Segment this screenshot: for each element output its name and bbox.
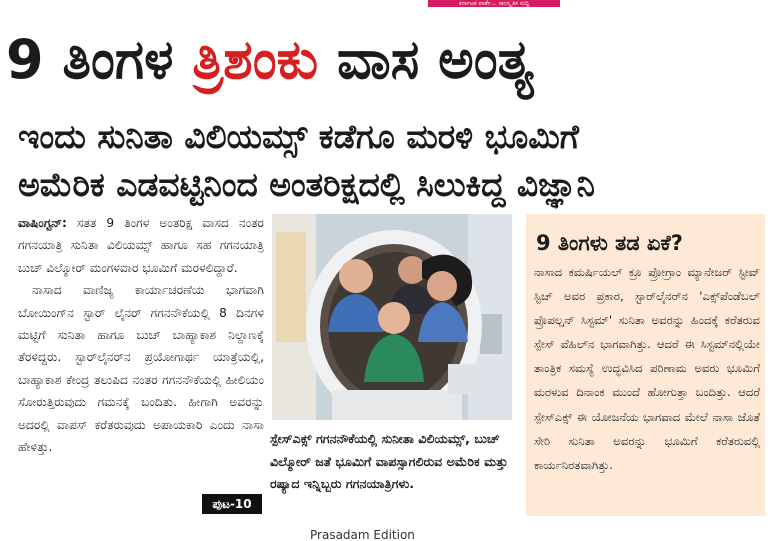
photo-caption: ಸ್ಪೇಸ್‌ಎಕ್ಸ್ ಗಗನನೌಕೆಯಲ್ಲಿ ಸುನೀತಾ ವಿಲಿಯಮ್ಸ್, ಬುಚ್ ವಿಲ್ಮೋರ್ ಜತೆ ಭೂಮಿಗೆ ವಾಪಸ್ಸಾಗಲಿರುವ ಅಮೆರಿಕ ಮತ್ತು ರಷ್ಯಾದ ಇನ್ನಿಬ್ಬರು ಗಗನಯಾತ್ರಿಗಳು. <box>270 431 508 492</box>
sidebar-body <box>534 260 760 514</box>
headline-highlight: ತ್ರಿಶಂಕು <box>192 28 319 91</box>
edition-footer: Prasadam Edition <box>310 528 415 541</box>
subheadline-line-1: ಇಂದು ಸುನಿತಾ ವಿಲಿಯಮ್ಸ್ ಕಡೆಗೂ ಮರಳಿ ಭೂಮಿಗೆ <box>18 117 579 156</box>
main-headline <box>6 18 774 102</box>
sidebar-paragraph: ನಾಸಾದ ಕಮರ್ಷಿಯಲ್ ಕ್ರೂ ಪ್ರೋಗ್ರಾಂ ಮ್ಯಾನೇಜರ್ ಸ್ಟೀವ್ ಸ್ಟಿಚ್ ಅವರ ಪ್ರಕಾರ, ಸ್ಟಾರ್‌ಲೈನರ್‌ನ 'ಎಕ್ಸ್‌ಪೆಂಡೆಬಲ್ ಪ್ರೊಪಲ್ಷನ್ ಸಿಸ್ಟಮ್' ಸುನಿತಾ ಅವರನ್ನು ಹಿಂದಕ್ಕೆ ಕರೆತರುವ ಸ್ಪೇಸ್ ವೆಹಿಲ್‌ನ ಭಾಗವಾಗಿತ್ತು. ಆದರೆ ಈ ಸಿಸ್ಟಮ್‌ನಲ್ಲಿಯೇ ತಾಂತ್ರಿಕ ಸಮಸ್ಯೆ ಉದ್ಭವಿಸಿದ ಪರಿಣಾಮ ಅವರು ಭೂಮಿಗೆ ಮರಳುವ ದಿನಾಂಕ ಮುಂದೆ ಹೋಗುತ್ತಾ ಬಂದಿತ್ತು. ಆದರೆ ಸ್ಪೇಸ್‌ಎಕ್ಸ್ ಈ ಯೋಜನೆಯ ಭಾಗವಾದ ಮೇಲೆ ನಾಸಾ ಜೊತೆ ಸೇರಿ ಸುನಿತಾ ಅವರನ್ನು ಭೂಮಿಗೆ ಕರೆತರುವಲ್ಲಿ ಕಾರ್ಯನಿರತವಾಗಿತ್ತು. <box>534 265 760 472</box>
astronauts-photo-illustration <box>272 214 512 420</box>
article-paragraph-2: ನಾಸಾದ ವಾಣಿಜ್ಯ ಕಾರ್ಯಾಚರಣೆಯ ಭಾಗವಾಗಿ ಬೋಯಿಂಗ್‌ನ ಸ್ಟಾರ್ ಲೈನರ್ ಗಗನನೌಕೆಯಲ್ಲಿ 8 ದಿನಗಳ ಮಟ್ಟಿಗೆ ಸುನಿತಾ ಹಾಗೂ ಬುಚ್ ಬಾಹ್ಯಾಕಾಶ ನಿಲ್ದಾಣಕ್ಕೆ ತೆರಳಿದ್ದರು. ಸ್ಟಾರ್‌ಲೈನರ್‌ನ ಪ್ರಯೋಗಾರ್ಥ ಯಾತ್ರೆಯಲ್ಲಿ, ಬಾಹ್ಯಾಕಾಶ ಕೇಂದ್ರ ತಲುಪಿದ ನಂತರ ಗಗನನೌಕೆಯಲ್ಲಿ ಹೀಲಿಯಂ ಸೋರುತ್ತಿರುವುದು ಗಮನಕ್ಕೆ ಬಂದಿತು. ಹೀಗಾಗಿ ಅವರನ್ನು ಅದರಲ್ಲಿ ವಾಪಸ್ ಕರೆತರುವುದು ಅಪಾಯಕಾರಿ ಎಂದು ನಾಸಾ ಹೇಳಿತ್ತು. <box>18 283 264 455</box>
continued-page-badge: ಪುಟ-10 <box>202 494 262 514</box>
subheadline-line-2: ಅಮೆರಿಕ ಎಡವಟ್ಟಿನಿಂದ ಅಂತರಿಕ್ಷದಲ್ಲಿ ಸಿಲುಕಿದ್ದ ವಿಜ್ಞಾನಿ <box>18 165 595 204</box>
dateline: ವಾಷಿಂಗ್ಟನ್: <box>18 216 67 230</box>
article-paragraph-1 <box>18 212 264 279</box>
sidebar-heading: 9 ತಿಂಗಳು ತಡ ಏಕೆ? <box>536 231 683 255</box>
top-section-strip: ಕರ್ನಾಟಕ ವಾರ್ತೆ... ಸಾಂಸ್ಕೃತಿಕ ಸುದ್ದಿ <box>428 0 560 7</box>
article-paragraph-1-text: ಸತತ 9 ತಿಂಗಳ ಅಂತರಿಕ್ಷ ವಾಸದ ನಂತರ ಗಗನಯಾತ್ರಿ ಸುನಿತಾ ವಿಲಿಯಮ್ಸ್ ಹಾಗೂ ಸಹ ಗಗನಯಾತ್ರಿ ಬುಚ್ ವಿಲ್ಮೋರ್ ಮಂಗಳವಾರ ಭೂಮಿಗೆ ಮರಳಲಿದ್ದಾರೆ. <box>18 216 264 275</box>
astronauts-photo <box>272 214 512 420</box>
article-body <box>18 212 264 512</box>
headline-part-2: ವಾಸ ಅಂತ್ಯ <box>318 28 534 91</box>
headline-part-1: 9 ತಿಂಗಳ <box>6 28 193 91</box>
sidebar-box <box>526 214 765 516</box>
